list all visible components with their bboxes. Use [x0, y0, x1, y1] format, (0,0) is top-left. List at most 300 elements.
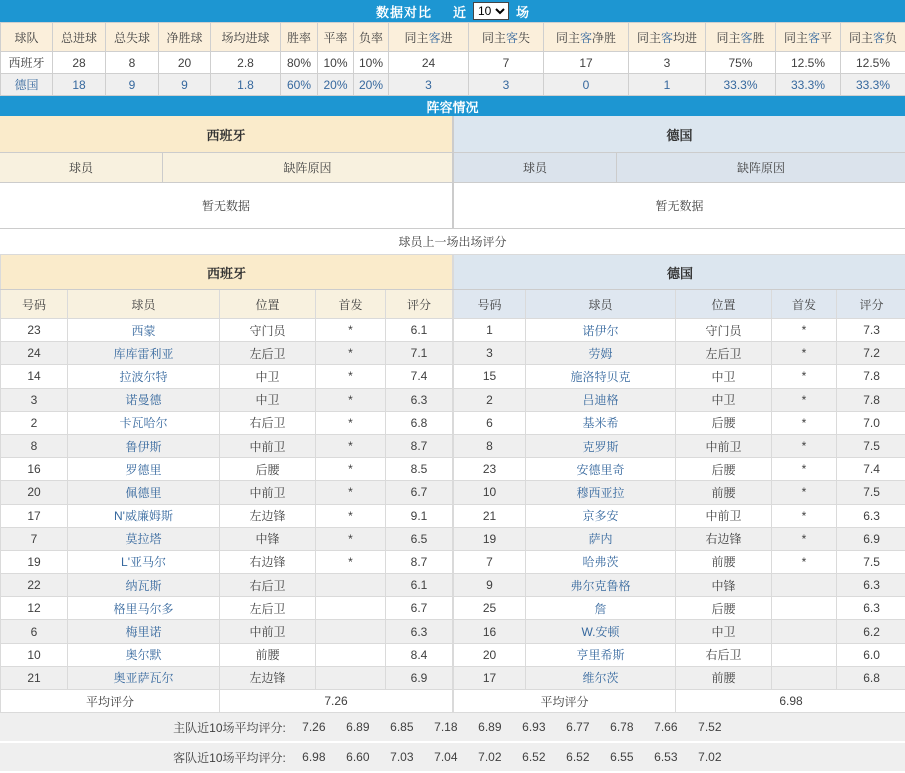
player-name-link[interactable]: 弗尔克鲁格	[526, 574, 676, 597]
player-name-link[interactable]: 佩德里	[68, 481, 220, 504]
player-row	[1, 550, 453, 573]
ratings-column-header: 号码	[1, 290, 68, 319]
player-starter-mark: *	[772, 411, 837, 434]
ratings-column-header: 评分	[386, 290, 453, 319]
player-rating: 7.5	[837, 481, 905, 504]
player-name-link[interactable]: 卡瓦哈尔	[68, 411, 220, 434]
player-position: 前腰	[220, 643, 316, 666]
player-rating: 7.5	[837, 434, 905, 457]
stats-header-cell: 胜率	[281, 23, 318, 52]
recent-rating-value: 6.55	[610, 750, 634, 764]
stats-value-cell: 2.8	[211, 52, 281, 74]
player-row	[1, 643, 453, 666]
recent-rating-value: 7.18	[434, 720, 458, 734]
player-row	[454, 319, 905, 342]
player-position: 后腰	[676, 411, 772, 434]
player-position: 右后卫	[220, 574, 316, 597]
player-number: 24	[1, 342, 68, 365]
stats-value-cell: 7	[469, 52, 544, 74]
stats-row-home	[1, 52, 905, 74]
squad-home-panel	[0, 116, 452, 228]
stats-header-cell: 总失球	[106, 23, 159, 52]
player-position: 前腰	[676, 481, 772, 504]
player-starter-mark	[772, 666, 837, 689]
stats-value-cell: 10%	[354, 52, 389, 74]
player-number: 8	[454, 434, 526, 457]
player-starter-mark	[316, 574, 386, 597]
player-position: 左后卫	[676, 342, 772, 365]
player-row	[454, 504, 905, 527]
recent-rating-value: 6.52	[566, 750, 590, 764]
player-position: 左后卫	[220, 342, 316, 365]
player-row	[454, 527, 905, 550]
player-starter-mark: *	[772, 458, 837, 481]
player-rating: 7.2	[837, 342, 905, 365]
player-starter-mark: *	[316, 527, 386, 550]
away-average-row	[454, 690, 905, 713]
player-name-link[interactable]: 诺伊尔	[526, 319, 676, 342]
player-number: 2	[1, 411, 68, 434]
player-rating: 6.7	[386, 597, 453, 620]
player-rating: 8.7	[386, 434, 453, 457]
player-name-link[interactable]: N'威廉姆斯	[68, 504, 220, 527]
player-number: 22	[1, 574, 68, 597]
player-starter-mark	[316, 666, 386, 689]
player-name-link[interactable]: 施洛特贝克	[526, 365, 676, 388]
recent-rating-value: 6.53	[654, 750, 678, 764]
home-average-row	[1, 690, 453, 713]
squad-section-bar	[0, 96, 905, 116]
player-number: 21	[1, 666, 68, 689]
player-position: 右后卫	[220, 411, 316, 434]
player-name-link[interactable]: 库库雷利亚	[68, 342, 220, 365]
player-position: 守门员	[676, 319, 772, 342]
player-position: 左边锋	[220, 504, 316, 527]
player-rating: 7.5	[837, 550, 905, 573]
player-starter-mark: *	[316, 365, 386, 388]
player-number: 3	[1, 388, 68, 411]
player-starter-mark: *	[316, 481, 386, 504]
stats-value-cell: 33.3%	[776, 74, 841, 96]
player-row	[454, 481, 905, 504]
player-number: 3	[454, 342, 526, 365]
stats-value-cell: 28	[53, 52, 106, 74]
player-row	[454, 458, 905, 481]
player-name-link[interactable]: 维尔茨	[526, 666, 676, 689]
stats-header-row	[1, 23, 905, 52]
away-average-value: 6.98	[676, 690, 905, 713]
stats-value-cell: 20%	[354, 74, 389, 96]
stats-value-cell: 18	[53, 74, 106, 96]
player-name-link[interactable]: 吕迪格	[526, 388, 676, 411]
player-position: 守门员	[220, 319, 316, 342]
near-label: 近	[452, 4, 466, 20]
player-rating: 9.1	[386, 504, 453, 527]
player-number: 12	[1, 597, 68, 620]
player-position: 前腰	[676, 666, 772, 689]
player-name-link[interactable]: 奥亚萨瓦尔	[68, 666, 220, 689]
player-rating: 6.3	[837, 597, 905, 620]
player-ratings-section	[0, 254, 905, 713]
squad-section	[0, 116, 905, 229]
ratings-column-header: 球员	[526, 290, 676, 319]
player-rating: 8.4	[386, 643, 453, 666]
player-number: 17	[454, 666, 526, 689]
home-players-body	[1, 319, 453, 690]
player-name-link[interactable]: 奥尔默	[68, 643, 220, 666]
player-name-link[interactable]: 穆西亚拉	[526, 481, 676, 504]
player-name-link[interactable]: 纳瓦斯	[68, 574, 220, 597]
player-row	[1, 434, 453, 457]
recent-rating-value: 7.04	[434, 750, 458, 764]
recent-rating-value: 6.89	[478, 720, 502, 734]
player-name-link[interactable]: 克罗斯	[526, 434, 676, 457]
player-row	[454, 643, 905, 666]
away-players-body	[454, 319, 905, 690]
player-row	[454, 666, 905, 689]
stats-value-cell: 3	[629, 52, 706, 74]
player-position: 中前卫	[220, 481, 316, 504]
player-starter-mark: *	[772, 365, 837, 388]
player-name-link[interactable]: 京多安	[526, 504, 676, 527]
squad-home-team-header: 西班牙	[0, 116, 452, 152]
player-number: 14	[1, 365, 68, 388]
player-rating: 7.4	[837, 458, 905, 481]
player-number: 19	[1, 550, 68, 573]
player-number: 1	[454, 319, 526, 342]
player-starter-mark	[772, 620, 837, 643]
player-number: 20	[454, 643, 526, 666]
player-rating: 6.7	[386, 481, 453, 504]
player-position: 右边锋	[676, 527, 772, 550]
stats-header-cell: 同主客胜	[706, 23, 776, 52]
recent-rating-value: 6.52	[522, 750, 546, 764]
player-rating: 6.9	[386, 666, 453, 689]
away-average-label: 平均评分	[454, 690, 676, 713]
player-row	[1, 411, 453, 434]
recent-rating-value: 6.93	[522, 720, 546, 734]
player-position: 中卫	[220, 365, 316, 388]
player-row	[454, 550, 905, 573]
stats-header-cell: 同主客进	[389, 23, 469, 52]
player-starter-mark: *	[772, 527, 837, 550]
player-position: 右后卫	[676, 643, 772, 666]
player-position: 后腰	[220, 458, 316, 481]
player-number: 16	[454, 620, 526, 643]
player-rating: 8.7	[386, 550, 453, 573]
player-rating: 6.3	[837, 504, 905, 527]
squad-away-reason-col: 缺阵原因	[736, 161, 785, 175]
home-recent-label: 主队近10场平均评分:	[173, 720, 286, 735]
home-team-title: 西班牙	[1, 255, 453, 290]
player-position: 中前卫	[220, 620, 316, 643]
player-position: 中卫	[676, 620, 772, 643]
player-row	[454, 365, 905, 388]
squad-away-team-header: 德国	[454, 116, 905, 152]
squad-home-reason-col: 缺阵原因	[283, 161, 332, 175]
recent-rating-value: 7.02	[698, 750, 722, 764]
squad-section-title: 阵容情况	[426, 99, 479, 115]
player-number: 21	[454, 504, 526, 527]
stats-value-cell: 75%	[706, 52, 776, 74]
ratings-section-title: 球员上一场出场评分	[398, 235, 507, 249]
player-position: 中卫	[676, 388, 772, 411]
player-name-link[interactable]: 罗德里	[68, 458, 220, 481]
home-recent-averages-row	[0, 713, 905, 741]
player-position: 右边锋	[220, 550, 316, 573]
player-number: 20	[1, 481, 68, 504]
player-starter-mark: *	[316, 319, 386, 342]
player-starter-mark: *	[316, 458, 386, 481]
player-starter-mark	[316, 643, 386, 666]
player-number: 25	[454, 597, 526, 620]
player-starter-mark: *	[772, 319, 837, 342]
player-row	[454, 388, 905, 411]
stats-header-cell: 负率	[354, 23, 389, 52]
player-rating: 6.2	[837, 620, 905, 643]
player-rating: 6.3	[386, 388, 453, 411]
player-number: 8	[1, 434, 68, 457]
ratings-column-header: 首发	[316, 290, 386, 319]
player-name-link[interactable]: 梅里诺	[68, 620, 220, 643]
stats-value-cell: 20%	[318, 74, 354, 96]
player-number: 23	[454, 458, 526, 481]
player-starter-mark: *	[772, 481, 837, 504]
recent-rating-value: 6.78	[610, 720, 634, 734]
player-name-link[interactable]: 基米希	[526, 411, 676, 434]
player-starter-mark	[772, 643, 837, 666]
player-row	[1, 319, 453, 342]
ratings-column-header: 评分	[837, 290, 905, 319]
home-team-name: 西班牙	[1, 52, 53, 74]
player-position: 左边锋	[220, 666, 316, 689]
ratings-column-header: 首发	[772, 290, 837, 319]
player-position: 中前卫	[676, 434, 772, 457]
stats-header-cell: 同主客均进	[629, 23, 706, 52]
player-rating: 7.0	[837, 411, 905, 434]
player-rating: 6.8	[386, 411, 453, 434]
player-starter-mark: *	[772, 550, 837, 573]
stats-value-cell: 8	[106, 52, 159, 74]
player-row	[1, 342, 453, 365]
player-name-link[interactable]: 安德里奇	[526, 458, 676, 481]
player-name-link[interactable]: 亨里希斯	[526, 643, 676, 666]
player-starter-mark: *	[772, 434, 837, 457]
player-starter-mark: *	[316, 434, 386, 457]
recent-rating-value: 6.98	[302, 750, 326, 764]
stats-header-cell: 平率	[318, 23, 354, 52]
squad-away-empty: 暂无数据	[454, 182, 905, 228]
player-name-link[interactable]: 劳姆	[526, 342, 676, 365]
squad-away-subheader	[454, 152, 905, 182]
player-row	[1, 574, 453, 597]
player-rating: 6.5	[386, 527, 453, 550]
stats-value-cell: 9	[159, 74, 211, 96]
player-row	[1, 597, 453, 620]
ratings-column-header: 位置	[220, 290, 316, 319]
player-name-link[interactable]: 哈弗茨	[526, 550, 676, 573]
player-name-link[interactable]: 拉波尔特	[68, 365, 220, 388]
player-number: 2	[454, 388, 526, 411]
player-rating: 7.4	[386, 365, 453, 388]
player-rating: 7.3	[837, 319, 905, 342]
recent-rating-value: 7.03	[390, 750, 414, 764]
stats-value-cell: 33.3%	[841, 74, 905, 96]
stats-value-cell: 1.8	[211, 74, 281, 96]
ratings-column-header: 球员	[68, 290, 220, 319]
player-name-link[interactable]: 格里马尔多	[68, 597, 220, 620]
player-row	[1, 504, 453, 527]
player-number: 9	[454, 574, 526, 597]
player-position: 后腰	[676, 458, 772, 481]
recent-rating-value: 7.26	[302, 720, 326, 734]
player-row	[454, 342, 905, 365]
player-number: 7	[1, 527, 68, 550]
player-position: 中锋	[676, 574, 772, 597]
player-number: 6	[454, 411, 526, 434]
stats-value-cell: 17	[544, 52, 629, 74]
player-starter-mark: *	[772, 388, 837, 411]
player-row	[1, 527, 453, 550]
home-ratings-team-header	[1, 255, 453, 290]
player-starter-mark: *	[772, 504, 837, 527]
player-row	[454, 574, 905, 597]
away-team-name: 德国	[1, 74, 53, 96]
player-number: 6	[1, 620, 68, 643]
ratings-column-header: 号码	[454, 290, 526, 319]
stats-header-cell: 场均进球	[211, 23, 281, 52]
player-number: 19	[454, 527, 526, 550]
section-title-data-compare: 数据对比	[375, 4, 432, 20]
home-ratings-columns	[1, 290, 453, 319]
home-average-label: 平均评分	[1, 690, 220, 713]
recent-rating-value: 6.85	[390, 720, 414, 734]
player-starter-mark: *	[316, 388, 386, 411]
player-number: 15	[454, 365, 526, 388]
stats-value-cell: 10%	[318, 52, 354, 74]
stats-header-cell: 同主客负	[841, 23, 905, 52]
player-name-link[interactable]: 鲁伊斯	[68, 434, 220, 457]
stats-header-cell: 净胜球	[159, 23, 211, 52]
stats-value-cell: 3	[469, 74, 544, 96]
stats-value-cell: 1	[629, 74, 706, 96]
stats-value-cell: 60%	[281, 74, 318, 96]
player-number: 7	[454, 550, 526, 573]
player-rating: 7.8	[837, 365, 905, 388]
player-position: 中锋	[220, 527, 316, 550]
player-row	[1, 365, 453, 388]
player-number: 16	[1, 458, 68, 481]
player-number: 10	[1, 643, 68, 666]
squad-away-panel	[452, 116, 905, 228]
player-row	[1, 620, 453, 643]
stats-value-cell: 9	[106, 74, 159, 96]
player-position: 后腰	[676, 597, 772, 620]
stats-header-cell: 球队	[1, 23, 53, 52]
away-recent-averages-row	[0, 743, 905, 771]
player-row	[454, 620, 905, 643]
player-rating: 6.9	[837, 527, 905, 550]
player-position: 中前卫	[676, 504, 772, 527]
player-row	[454, 597, 905, 620]
stats-header-cell: 同主客平	[776, 23, 841, 52]
player-row	[1, 388, 453, 411]
home-ratings-table	[0, 254, 453, 713]
recent-rating-value: 6.89	[346, 720, 370, 734]
recent-rating-value: 7.52	[698, 720, 722, 734]
player-rating: 6.0	[837, 643, 905, 666]
player-number: 10	[454, 481, 526, 504]
stats-row-away	[1, 74, 905, 96]
player-row	[454, 434, 905, 457]
squad-away-player-col: 球员	[454, 153, 617, 182]
player-starter-mark	[316, 620, 386, 643]
squad-home-empty: 暂无数据	[0, 182, 452, 228]
stats-value-cell: 80%	[281, 52, 318, 74]
away-ratings-table	[453, 254, 905, 713]
stats-header-cell: 同主客净胜	[544, 23, 629, 52]
player-position: 中卫	[220, 388, 316, 411]
player-rating: 6.8	[837, 666, 905, 689]
player-rating: 8.5	[386, 458, 453, 481]
stats-value-cell: 33.3%	[706, 74, 776, 96]
player-rating: 6.1	[386, 319, 453, 342]
squad-home-player-col: 球员	[0, 153, 163, 182]
stats-compare-table	[0, 22, 905, 96]
player-row	[1, 458, 453, 481]
recent-rating-value: 6.77	[566, 720, 590, 734]
player-name-link[interactable]: W.安顿	[526, 620, 676, 643]
player-row	[454, 411, 905, 434]
player-name-link[interactable]: L'亚马尔	[68, 550, 220, 573]
player-row	[1, 481, 453, 504]
recent-rating-value: 6.60	[346, 750, 370, 764]
stats-value-cell: 0	[544, 74, 629, 96]
player-rating: 6.3	[386, 620, 453, 643]
player-starter-mark: *	[316, 411, 386, 434]
player-row	[1, 666, 453, 689]
player-rating: 6.1	[386, 574, 453, 597]
player-starter-mark: *	[316, 550, 386, 573]
player-number: 23	[1, 319, 68, 342]
stats-value-cell: 24	[389, 52, 469, 74]
stats-value-cell: 3	[389, 74, 469, 96]
data-compare-title-bar	[0, 0, 905, 22]
stats-header-cell: 总进球	[53, 23, 106, 52]
recent-rating-value: 7.66	[654, 720, 678, 734]
match-count-select[interactable]	[473, 2, 509, 20]
player-name-link[interactable]: 萨内	[526, 527, 676, 550]
player-name-link[interactable]: 诺曼德	[68, 388, 220, 411]
player-name-link[interactable]: 詹	[526, 597, 676, 620]
home-average-value: 7.26	[220, 690, 453, 713]
player-name-link[interactable]: 莫拉塔	[68, 527, 220, 550]
player-position: 前腰	[676, 550, 772, 573]
stats-value-cell: 12.5%	[776, 52, 841, 74]
player-starter-mark: *	[316, 504, 386, 527]
player-rating: 6.3	[837, 574, 905, 597]
player-name-link[interactable]: 西蒙	[68, 319, 220, 342]
recent-rating-value: 7.02	[478, 750, 502, 764]
stats-value-cell: 20	[159, 52, 211, 74]
player-starter-mark	[316, 597, 386, 620]
away-ratings-columns	[454, 290, 905, 319]
matches-unit-label: 场	[516, 4, 530, 20]
player-number: 17	[1, 504, 68, 527]
player-rating: 7.8	[837, 388, 905, 411]
player-starter-mark: *	[772, 342, 837, 365]
player-starter-mark	[772, 597, 837, 620]
